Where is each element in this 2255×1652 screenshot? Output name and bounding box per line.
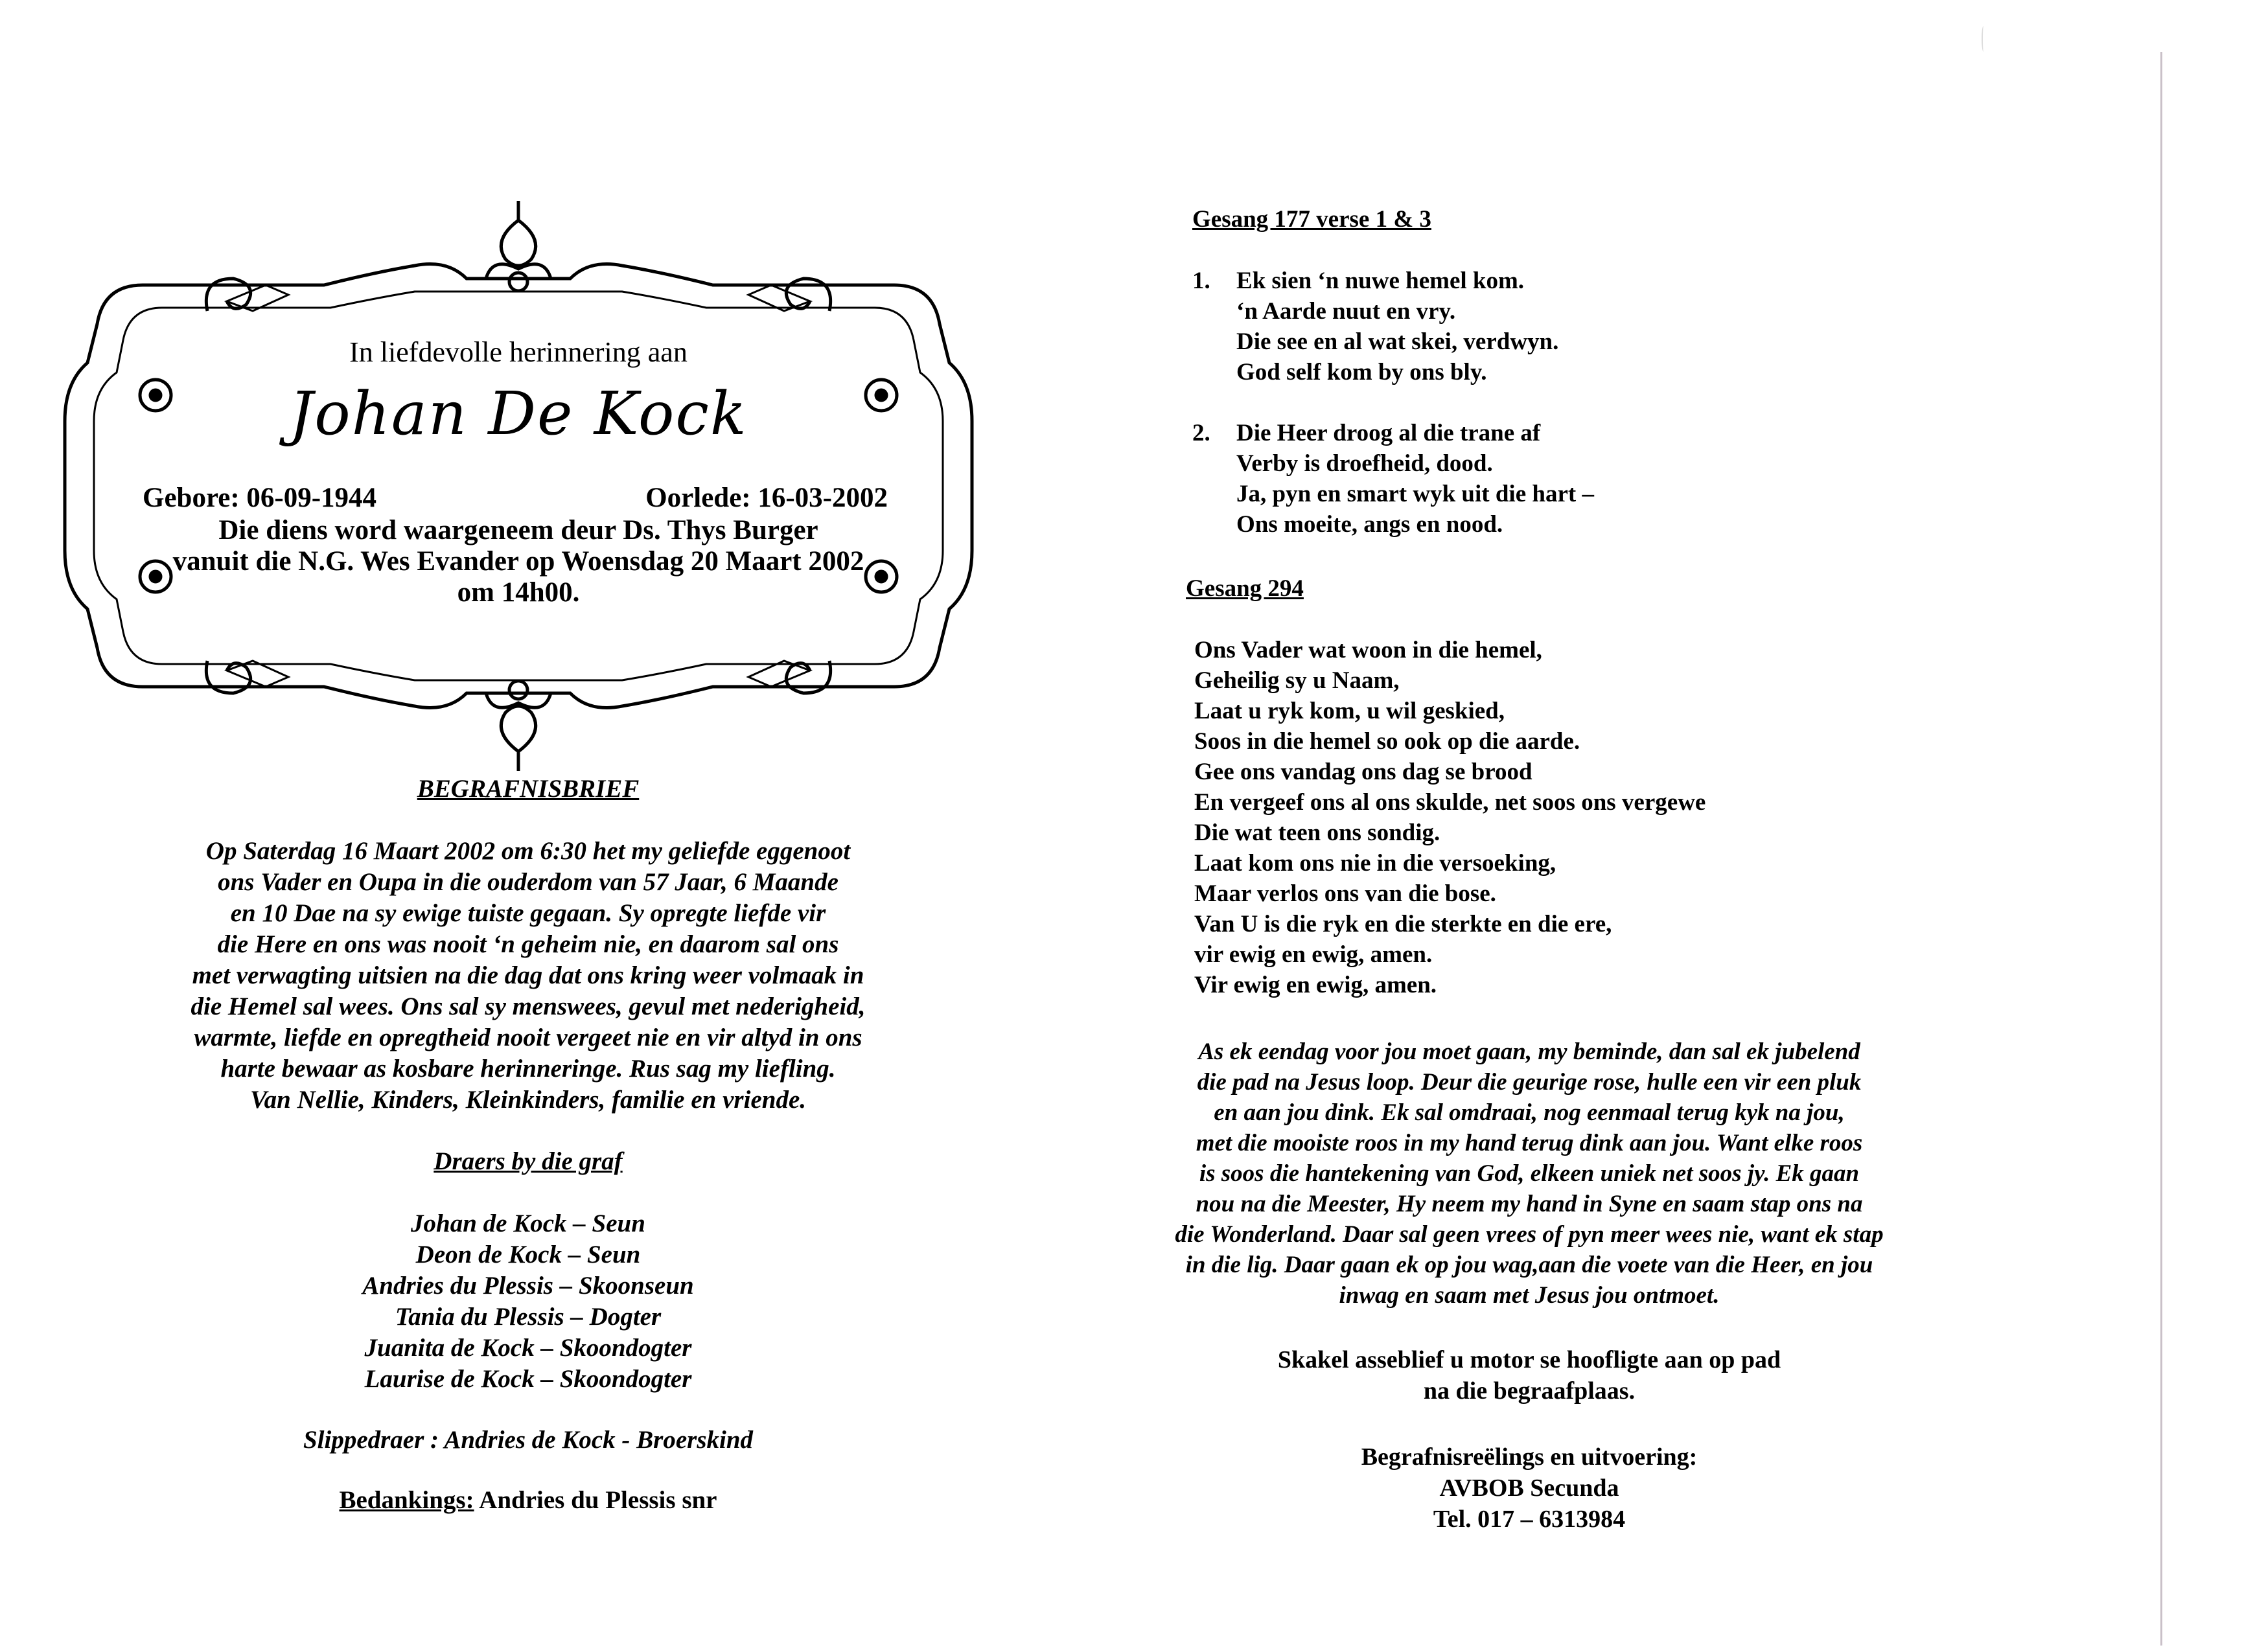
- verse-2: [1192, 418, 1594, 540]
- thanks-value: Andries du Plessis snr: [474, 1486, 717, 1514]
- bearer-item: Deon de Kock – Seun: [415, 1241, 641, 1268]
- funeral-arrangements: [1173, 1441, 1886, 1535]
- verse-line: Ons moeite, angs en nood.: [1236, 511, 1503, 538]
- obituary-line: harte bewaar as kosbare herinneringe. Rus sag my liefling.: [220, 1055, 836, 1083]
- bearer-item: Juanita de Kock – Skoondogter: [364, 1334, 692, 1362]
- hymn-line: Soos in die hemel so ook op die aarde.: [1194, 728, 1580, 755]
- verse-line: Die see en al wat skei, verdwyn.: [1236, 328, 1559, 355]
- death-date: Oorlede: 16-03-2002: [645, 483, 888, 513]
- arrangements-line: Begrafnisreëlings en uitvoering:: [1361, 1443, 1698, 1471]
- hymn1-verses: [1192, 266, 1594, 540]
- poem-line: die pad na Jesus loop. Deur die geurige rose, hulle een vir een pluk: [1197, 1069, 1862, 1096]
- poem-line: in die lig. Daar gaan ek op jou wag,aan die voete van die Heer, en jou: [1185, 1252, 1873, 1278]
- hymn-line: Geheilig sy u Naam,: [1194, 667, 1400, 694]
- poem-line: met die mooiste roos in my hand terug dink aan jou. Want elke roos: [1196, 1130, 1863, 1156]
- poem-line: nou na die Meester, Hy neem my hand in Syne en saam stap ons na: [1196, 1191, 1863, 1217]
- obituary-line: ons Vader en Oupa in die ouderdom van 57 Jaar, 6 Maande: [218, 868, 838, 896]
- service-line: om 14h00.: [457, 577, 580, 608]
- hymn1-title: Gesang 177 verse 1 & 3: [1192, 206, 1431, 233]
- paper-mark: [1982, 26, 1985, 52]
- obituary-line: en 10 Dae na sy ewige tuiste gegaan. Sy opregte liefde vir: [230, 899, 826, 927]
- hymn-line: Van U is die ryk en die sterkte en die ere,: [1194, 911, 1612, 937]
- verse-line: Ek sien ‘n nuwe hemel kom.: [1236, 268, 1525, 294]
- poem-line: As ek eendag voor jou moet gaan, my beminde, dan sal ek jubelend: [1198, 1038, 1860, 1065]
- arrangements-line: AVBOB Secunda: [1439, 1474, 1619, 1502]
- deceased-name: Johan De Kock: [289, 379, 748, 448]
- page-edge-line: [2160, 52, 2162, 1646]
- obituary-line: Op Saterdag 16 Maart 2002 om 6:30 het my geliefde eggenoot: [205, 837, 851, 865]
- bearer-item: Johan de Kock – Seun: [411, 1210, 645, 1237]
- bearer-item: Laurise de Kock – Skoondogter: [364, 1365, 692, 1393]
- obituary-line: die Hemel sal wees. Ons sal sy menswees, gevul met nederigheid,: [191, 992, 866, 1020]
- hymn-line: En vergeef ons al ons skulde, net soos ons vergewe: [1194, 789, 1706, 816]
- bearers-list: [117, 1208, 940, 1395]
- thanks-line: [117, 1486, 940, 1515]
- notice-line: na die begraafplaas.: [1423, 1377, 1636, 1405]
- headlights-notice: [1173, 1344, 1886, 1406]
- dates-row: [143, 483, 888, 514]
- hymn-line: vir ewig en ewig, amen.: [1194, 941, 1433, 968]
- memory-line: In liefdevolle herinnering aan: [349, 336, 688, 368]
- obituary-line: met verwagting uitsien na die dag dat ons kring weer volmaak in: [192, 961, 864, 989]
- service-line: Die diens word waargeneem deur Ds. Thys Burger: [218, 515, 818, 545]
- slip-bearer: Slippedraer : Andries de Kock - Broerskind: [303, 1426, 754, 1454]
- notice-line: Skakel asseblief u motor se hoofligte aan op pad: [1277, 1346, 1781, 1373]
- arrangements-line: Tel. 017 – 6313984: [1433, 1506, 1626, 1533]
- obituary-line: die Here en ons was nooit ‘n geheim nie, en daarom sal ons: [217, 930, 839, 958]
- hymn-line: Die wat teen ons sondig.: [1194, 820, 1440, 846]
- hymn-line: Gee ons vandag ons dag se brood: [1194, 759, 1532, 785]
- bearer-item: Tania du Plessis – Dogter: [395, 1303, 662, 1331]
- verse-line: God self kom by ons bly.: [1236, 359, 1487, 385]
- poem-line: inwag en saam met Jesus jou ontmoet.: [1339, 1282, 1720, 1309]
- hymn-line: Ons Vader wat woon in die hemel,: [1194, 637, 1542, 663]
- hymn-line: Laat kom ons nie in die versoeking,: [1194, 850, 1556, 877]
- memorial-frame: [39, 188, 998, 784]
- verse-number: 2.: [1192, 420, 1210, 446]
- bearer-item: Andries du Plessis – Skoonseun: [362, 1272, 694, 1300]
- poem-line: en aan jou dink. Ek sal omdraai, nog eenmaal terug kyk na jou,: [1214, 1099, 1845, 1126]
- obituary-line: Van Nellie, Kinders, Kleinkinders, familie en vriende.: [249, 1086, 807, 1114]
- hymn2-title: Gesang 294: [1186, 575, 1304, 602]
- service-line: vanuit die N.G. Wes Evander op Woensdag 20 Maart 2002: [172, 546, 864, 577]
- poem-line: is soos die hantekening van God, elkeen uniek net soos jy. Ek gaan: [1199, 1160, 1860, 1187]
- verse-1: [1192, 266, 1594, 387]
- verse-line: Die Heer droog al die trane af: [1236, 420, 1541, 446]
- letter-title: BEGRAFNISBRIEF: [417, 775, 640, 803]
- thanks-label: Bedankings:: [339, 1486, 474, 1514]
- poem-line: die Wonderland. Daar sal geen vrees of pyn meer wees nie, want ek stap: [1175, 1221, 1884, 1248]
- poem-text: [1173, 1037, 1886, 1311]
- birth-date: Gebore: 06-09-1944: [143, 483, 377, 513]
- verse-number: 1.: [1192, 268, 1210, 294]
- hymn-line: Vir ewig en ewig, amen.: [1194, 972, 1437, 998]
- hymn2-text: [1194, 635, 1706, 1000]
- service-details: [97, 515, 940, 608]
- hymn-line: Maar verlos ons van die bose.: [1194, 880, 1496, 907]
- verse-line: Verby is droefheid, dood.: [1236, 450, 1493, 477]
- hymn-line: Laat u ryk kom, u wil geskied,: [1194, 698, 1505, 724]
- obituary-line: warmte, liefde en opregtheid nooit vergeet nie en vir altyd in ons: [194, 1024, 862, 1051]
- obituary-text: [117, 836, 940, 1116]
- verse-line: ‘n Aarde nuut en vry.: [1236, 298, 1456, 325]
- bearers-title: Draers by die graf: [434, 1147, 623, 1175]
- verse-line: Ja, pyn en smart wyk uit die hart –: [1236, 481, 1594, 507]
